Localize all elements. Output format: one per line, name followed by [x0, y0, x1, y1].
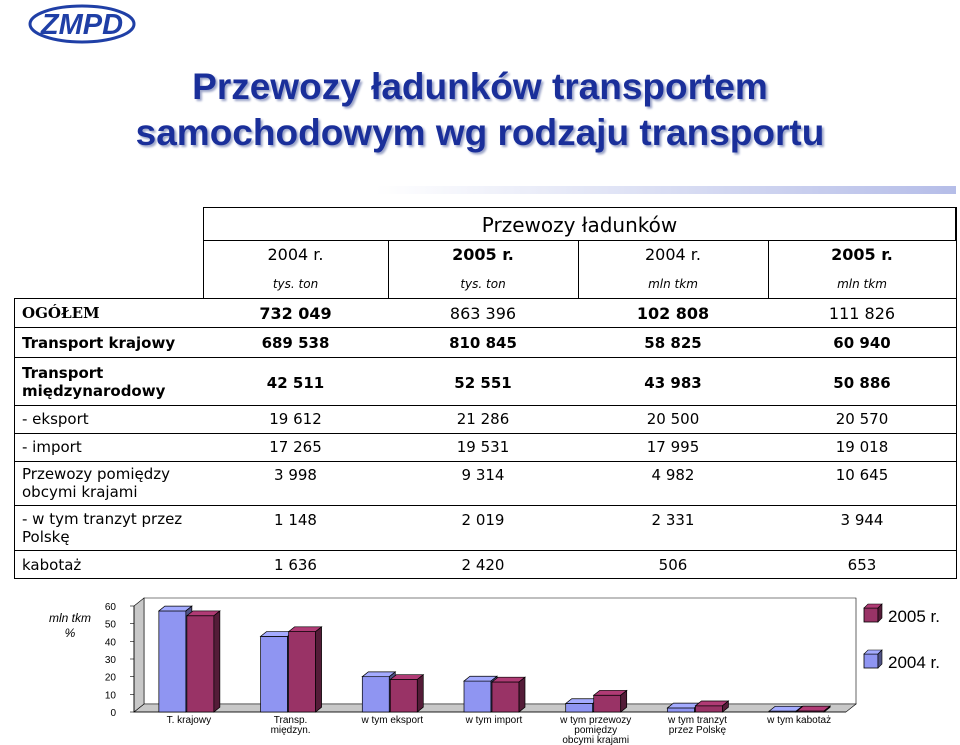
bar-side — [214, 611, 220, 712]
row-label: - eksport — [22, 410, 89, 428]
zmpd-logo — [28, 4, 136, 44]
x-tick-label: Transp. — [273, 715, 308, 726]
bar-front — [362, 677, 389, 712]
y-axis-label: mln tkm — [49, 611, 91, 625]
bar-side — [316, 627, 322, 712]
year-col-2: 2005 r. — [452, 245, 514, 264]
cell: 21 286 — [456, 410, 510, 428]
row-label: Transport krajowy — [22, 334, 176, 352]
bar — [390, 675, 423, 712]
bar-front — [390, 679, 417, 712]
title-line-2: samochodowym wg rodzaju transportu — [135, 112, 825, 153]
bar — [695, 701, 728, 712]
cell: 2 019 — [461, 511, 505, 529]
cell: 4 982 — [651, 466, 695, 484]
legend-label: 2004 r. — [888, 653, 940, 672]
x-tick-label: obcymi krajami — [562, 735, 630, 745]
bar-front — [566, 704, 593, 712]
bar — [594, 690, 627, 712]
cell: 17 265 — [269, 438, 322, 456]
cell: 3 944 — [840, 511, 884, 529]
legend-swatch — [864, 608, 878, 622]
cell: 19 018 — [835, 438, 889, 456]
bar-front — [159, 611, 186, 712]
cell: 111 826 — [828, 304, 896, 323]
title-underline — [376, 186, 956, 194]
x-tick-label: w tym kabotaż — [767, 715, 832, 726]
x-tick-label: T. krajowy — [166, 715, 212, 726]
cell: 10 645 — [835, 466, 889, 484]
table-header: Przewozy ładunków — [203, 207, 956, 241]
bar-side — [417, 675, 423, 712]
page-title — [0, 64, 960, 156]
cell: 2 331 — [651, 511, 695, 529]
svg-text:ZMPD: ZMPD — [40, 9, 124, 41]
bar-front — [492, 682, 519, 712]
unit-col-3: mln tkm — [648, 277, 698, 291]
x-tick-label: pomiędzy — [574, 725, 618, 736]
year-col-1: 2004 r. — [267, 245, 324, 264]
row-label: kabotaż — [22, 556, 82, 574]
unit-col-1: tys. ton — [272, 277, 319, 291]
bar-front — [594, 695, 621, 712]
cell: 60 940 — [833, 334, 891, 352]
year-header-row — [203, 240, 956, 270]
cell: 1 636 — [274, 556, 317, 574]
bar — [187, 611, 220, 712]
bar-side — [519, 677, 525, 712]
cell: 50 886 — [833, 374, 891, 392]
cell: 20 570 — [835, 410, 889, 428]
unit-col-2: tys. ton — [460, 277, 506, 291]
y-tick-label: 30 — [104, 655, 116, 666]
y-tick-label: 0 — [110, 708, 116, 719]
x-tick-label: w tym przewozy — [560, 715, 632, 726]
year-col-4: 2005 r. — [831, 245, 893, 264]
bar-front — [695, 706, 722, 712]
bar-front — [261, 636, 288, 712]
bar-front — [289, 632, 316, 712]
cell: 810 845 — [449, 334, 517, 352]
cell: 19 531 — [456, 438, 510, 456]
legend-swatch — [864, 654, 878, 668]
year-col-3: 2004 r. — [645, 245, 701, 264]
bar-chart — [0, 590, 960, 745]
y-tick-label: 40 — [104, 637, 116, 649]
bar-front — [667, 708, 694, 712]
cell: 102 808 — [636, 304, 710, 323]
row-label: - import — [22, 438, 82, 456]
x-tick-label: w tym tranzyt — [667, 715, 727, 726]
cell: 1 148 — [274, 511, 317, 529]
cell: 9 314 — [461, 466, 505, 484]
unit-col-4: mln tkm — [837, 277, 887, 291]
cell: 653 — [847, 556, 877, 574]
legend-entry — [864, 650, 940, 672]
cell: 3 998 — [274, 466, 317, 484]
cell: 17 995 — [646, 438, 700, 456]
row-label: OGÓŁEM — [22, 304, 100, 322]
cell: 19 612 — [269, 410, 322, 428]
cell: 52 551 — [454, 374, 512, 392]
y-tick-label: 10 — [104, 690, 116, 702]
cell: 863 396 — [449, 304, 517, 323]
cell: 58 825 — [644, 334, 702, 352]
cell: 506 — [658, 556, 688, 574]
cell: 2 420 — [461, 556, 505, 574]
row-label: - w tym tranzyt przez Polskę — [22, 510, 183, 546]
cell: 689 538 — [261, 334, 330, 352]
bar-front — [187, 616, 214, 712]
y-tick-label: 60 — [104, 602, 116, 613]
cell: 732 049 — [259, 304, 332, 323]
bar-front — [464, 681, 491, 712]
unit-header-row — [203, 270, 956, 298]
x-tick-label: międzyn. — [270, 725, 311, 736]
cell: 20 500 — [646, 410, 700, 428]
bar — [797, 706, 830, 712]
cell: 42 511 — [266, 374, 325, 392]
chart-side-wall — [134, 598, 144, 712]
row-label: Transport międzynarodowy — [22, 364, 166, 400]
bar — [492, 677, 525, 712]
y-tick-label: 50 — [104, 619, 116, 631]
legend-entry — [864, 604, 940, 626]
row-label: Przewozy pomiędzy obcymi krajami — [22, 465, 170, 501]
title-line-1: Przewozy ładunków transportem — [192, 66, 768, 107]
x-tick-label: w tym eksport — [361, 715, 424, 726]
x-tick-label: przez Polskę — [668, 725, 727, 736]
y-axis-unit: % — [64, 626, 76, 640]
legend-label: 2005 r. — [888, 607, 940, 626]
x-tick-label: w tym import — [465, 715, 523, 726]
bar — [289, 627, 322, 712]
cell: 43 983 — [644, 374, 702, 392]
y-tick-label: 20 — [104, 672, 116, 684]
